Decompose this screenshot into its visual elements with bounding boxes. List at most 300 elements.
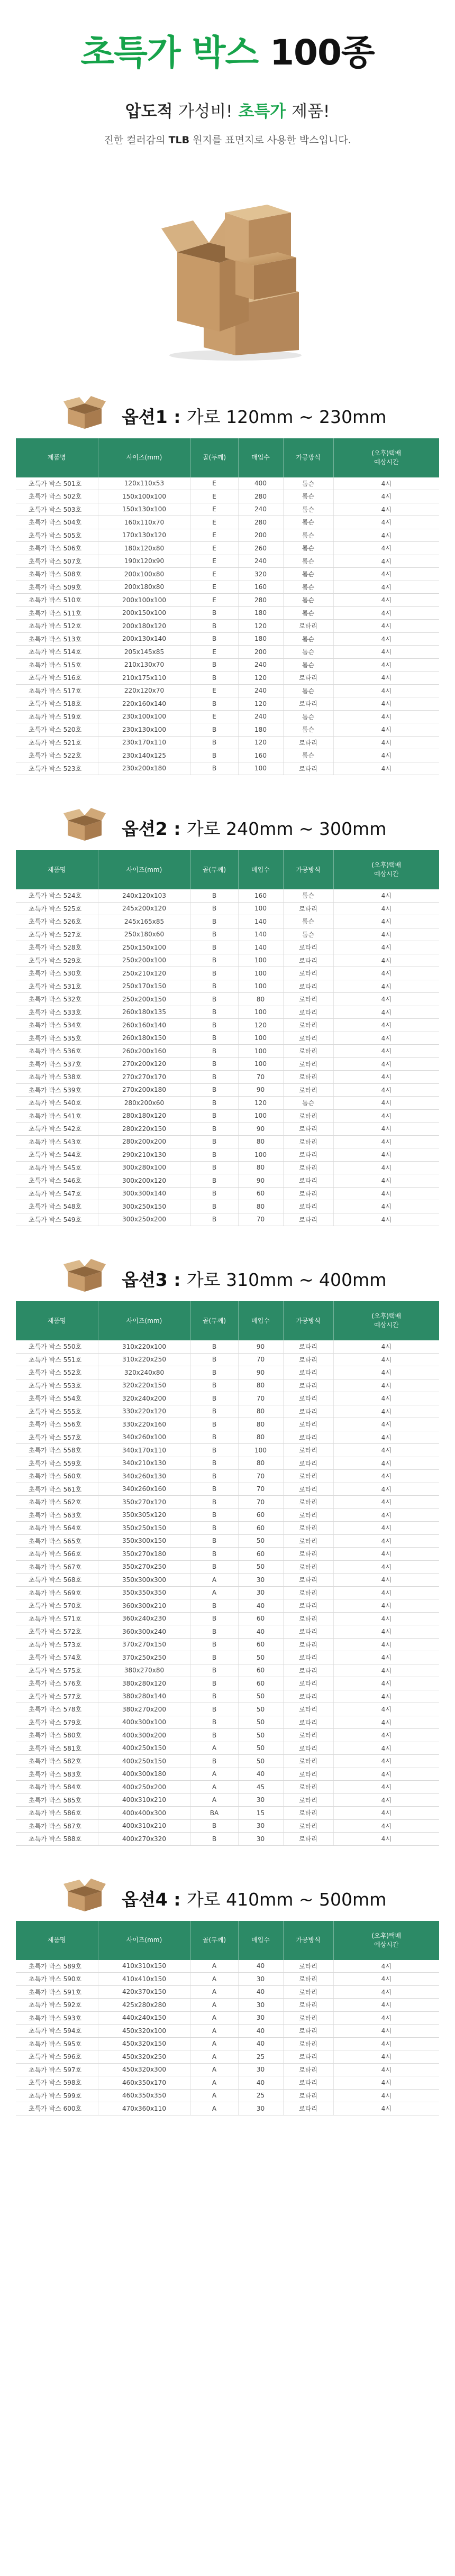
- cell-size: 205x145x85: [98, 646, 190, 659]
- cell-delivery-time: 4시: [333, 1483, 439, 1496]
- cell-process: 로타리: [283, 1833, 333, 1846]
- cell-flute: E: [190, 542, 238, 555]
- cell-flute: B: [190, 1833, 238, 1846]
- cell-size: 450x320x150: [98, 2037, 190, 2050]
- header-flute: 골(두께): [190, 438, 238, 477]
- cell-size: 400x310x210: [98, 1819, 190, 1833]
- cell-process: 로타리: [283, 1083, 333, 1097]
- table-row: [16, 1522, 439, 1535]
- cell-quantity: 100: [238, 1032, 283, 1045]
- table-row: [16, 1729, 439, 1742]
- cell-product-name: 초특가 박스 560호: [16, 1470, 98, 1483]
- cell-flute: B: [190, 941, 238, 954]
- cell-quantity: 30: [238, 2063, 283, 2076]
- table-row: [16, 1612, 439, 1625]
- cell-size: 400x250x150: [98, 1742, 190, 1755]
- table-row: [16, 1083, 439, 1097]
- cell-delivery-time: 4시: [333, 967, 439, 980]
- cell-product-name: 초특가 박스 555호: [16, 1405, 98, 1418]
- cell-flute: A: [190, 2011, 238, 2025]
- cell-size: 230x170x110: [98, 736, 190, 749]
- cell-flute: B: [190, 1148, 238, 1162]
- cell-product-name: 초특가 박스 529호: [16, 954, 98, 967]
- cell-flute: E: [190, 684, 238, 697]
- cell-quantity: 50: [238, 1716, 283, 1729]
- cell-flute: B: [190, 1057, 238, 1071]
- cell-quantity: 100: [238, 1045, 283, 1058]
- cell-flute: B: [190, 632, 238, 646]
- cell-process: 로타리: [283, 1560, 333, 1574]
- cell-product-name: 초특가 박스 512호: [16, 620, 98, 633]
- cell-quantity: 60: [238, 1612, 283, 1625]
- cell-delivery-time: 4시: [333, 1405, 439, 1418]
- cell-process: 로타리: [283, 1973, 333, 1986]
- cell-process: 톰슨: [283, 915, 333, 928]
- cell-size: 270x270x170: [98, 1071, 190, 1084]
- table-row: [16, 1768, 439, 1781]
- cell-quantity: 260: [238, 542, 283, 555]
- cell-process: 로타리: [283, 620, 333, 633]
- table-row: [16, 1664, 439, 1677]
- cell-quantity: 50: [238, 1742, 283, 1755]
- table-row: [16, 1366, 439, 1379]
- cell-flute: A: [190, 1574, 238, 1587]
- cell-delivery-time: 4시: [333, 1123, 439, 1136]
- cell-size: 360x240x230: [98, 1612, 190, 1625]
- cell-quantity: 40: [238, 1985, 283, 1999]
- cell-size: 245x165x85: [98, 915, 190, 928]
- table-row: [16, 2011, 439, 2025]
- table-header-row: [16, 850, 439, 889]
- cell-process: 로타리: [283, 1586, 333, 1599]
- cell-product-name: 초특가 박스 504호: [16, 516, 98, 529]
- table-row: [16, 697, 439, 711]
- cell-product-name: 초특가 박스 579호: [16, 1716, 98, 1729]
- table-row: [16, 2089, 439, 2102]
- cell-quantity: 100: [238, 954, 283, 967]
- cell-product-name: 초특가 박스 525호: [16, 902, 98, 915]
- cell-process: 로타리: [283, 671, 333, 685]
- table-row: [16, 2102, 439, 2115]
- table-row: [16, 954, 439, 967]
- cell-size: 370x270x150: [98, 1638, 190, 1651]
- cell-product-name: 초특가 박스 521호: [16, 736, 98, 749]
- cell-flute: B: [190, 697, 238, 711]
- cell-quantity: 80: [238, 1161, 283, 1174]
- cell-size: 300x250x150: [98, 1200, 190, 1213]
- cell-delivery-time: 4시: [333, 1819, 439, 1833]
- cell-flute: B: [190, 1625, 238, 1639]
- cell-delivery-time: 4시: [333, 568, 439, 581]
- cell-product-name: 초특가 박스 523호: [16, 762, 98, 775]
- cell-size: 380x280x140: [98, 1690, 190, 1703]
- cell-size: 350x270x250: [98, 1560, 190, 1574]
- cell-delivery-time: 4시: [333, 1187, 439, 1200]
- cell-process: 로타리: [283, 2025, 333, 2038]
- cell-delivery-time: 4시: [333, 1781, 439, 1794]
- intro-part1: 진한 컬러감의: [104, 134, 166, 146]
- cell-process: 로타리: [283, 993, 333, 1006]
- cell-quantity: 60: [238, 1508, 283, 1522]
- cell-quantity: 240: [238, 503, 283, 516]
- cell-size: 200x180x80: [98, 581, 190, 594]
- cell-flute: B: [190, 1353, 238, 1366]
- cell-size: 340x260x100: [98, 1431, 190, 1444]
- cell-product-name: 초특가 박스 597호: [16, 2063, 98, 2076]
- cell-flute: B: [190, 1755, 238, 1768]
- cell-product-name: 초특가 박스 587호: [16, 1819, 98, 1833]
- cell-size: 320x220x150: [98, 1379, 190, 1392]
- cell-product-name: 초특가 박스 574호: [16, 1651, 98, 1664]
- cell-process: 로타리: [283, 1340, 333, 1353]
- cell-product-name: 초특가 박스 600호: [16, 2102, 98, 2115]
- cell-process: 톰슨: [283, 684, 333, 697]
- cell-product-name: 초특가 박스 576호: [16, 1677, 98, 1690]
- cell-product-name: 초특가 박스 570호: [16, 1599, 98, 1613]
- cell-process: 로타리: [283, 736, 333, 749]
- cell-size: 245x200x120: [98, 902, 190, 915]
- table-row: [16, 1379, 439, 1392]
- boxes-illustration: [0, 173, 455, 363]
- cell-delivery-time: 4시: [333, 1496, 439, 1509]
- cell-process: 톰슨: [283, 581, 333, 594]
- cell-flute: A: [190, 2025, 238, 2038]
- cell-quantity: 40: [238, 1599, 283, 1613]
- header-flute: 골(두께): [190, 1301, 238, 1340]
- cell-quantity: 100: [238, 1109, 283, 1123]
- cell-delivery-time: 4시: [333, 477, 439, 490]
- cell-size: 120x110x53: [98, 477, 190, 490]
- table-row: [16, 1123, 439, 1136]
- page-title: [0, 34, 455, 72]
- cell-size: 400x300x200: [98, 1729, 190, 1742]
- table-row: [16, 1781, 439, 1794]
- cell-delivery-time: 4시: [333, 1985, 439, 1999]
- cell-size: 360x300x210: [98, 1599, 190, 1613]
- cell-quantity: 280: [238, 490, 283, 503]
- cell-process: 톰슨: [283, 516, 333, 529]
- cell-process: 톰슨: [283, 632, 333, 646]
- cell-flute: A: [190, 2063, 238, 2076]
- cell-process: 톰슨: [283, 710, 333, 723]
- table-row: [16, 555, 439, 568]
- cell-size: 150x130x100: [98, 503, 190, 516]
- cell-product-name: 초특가 박스 596호: [16, 2050, 98, 2064]
- cell-quantity: 40: [238, 2025, 283, 2038]
- cell-size: 240x120x103: [98, 889, 190, 902]
- cell-quantity: 100: [238, 967, 283, 980]
- cell-delivery-time: 4시: [333, 1470, 439, 1483]
- cell-quantity: 70: [238, 1392, 283, 1405]
- cell-product-name: 초특가 박스 594호: [16, 2025, 98, 2038]
- cell-product-name: 초특가 박스 514호: [16, 646, 98, 659]
- cell-flute: B: [190, 1032, 238, 1045]
- cell-size: 350x270x120: [98, 1496, 190, 1509]
- cell-process: 로타리: [283, 1677, 333, 1690]
- header-product-name: 제품명: [16, 1301, 98, 1340]
- section-range: 가로 120mm ~ 230mm: [186, 406, 387, 427]
- cell-delivery-time: 4시: [333, 1006, 439, 1019]
- cell-delivery-time: 4시: [333, 941, 439, 954]
- cell-process: 로타리: [283, 980, 333, 993]
- table-row: [16, 1431, 439, 1444]
- cell-size: 400x400x300: [98, 1807, 190, 1820]
- cell-size: 290x210x130: [98, 1148, 190, 1162]
- cell-product-name: 초특가 박스 531호: [16, 980, 98, 993]
- cell-process: 로타리: [283, 1019, 333, 1032]
- header-process: 가공방식: [283, 1301, 333, 1340]
- cell-size: 220x160x140: [98, 697, 190, 711]
- cell-size: 460x350x170: [98, 2076, 190, 2090]
- cell-size: 400x250x150: [98, 1755, 190, 1768]
- cell-flute: B: [190, 762, 238, 775]
- table-row: [16, 1097, 439, 1110]
- cell-flute: B: [190, 1677, 238, 1690]
- cell-quantity: 120: [238, 671, 283, 685]
- cell-quantity: 70: [238, 1213, 283, 1226]
- title-prefix: 초특가 박스: [80, 32, 259, 73]
- cell-size: 220x120x70: [98, 684, 190, 697]
- cell-quantity: 180: [238, 632, 283, 646]
- option-section-1: [0, 388, 455, 776]
- cell-flute: B: [190, 749, 238, 762]
- cell-delivery-time: 4시: [333, 1690, 439, 1703]
- cell-process: 로타리: [283, 1174, 333, 1188]
- cell-size: 190x120x90: [98, 555, 190, 568]
- cell-process: 톰슨: [283, 606, 333, 620]
- cell-delivery-time: 4시: [333, 1703, 439, 1716]
- cell-quantity: 30: [238, 1574, 283, 1587]
- cell-quantity: 240: [238, 555, 283, 568]
- cell-process: 로타리: [283, 954, 333, 967]
- cell-product-name: 초특가 박스 519호: [16, 710, 98, 723]
- cell-delivery-time: 4시: [333, 1548, 439, 1561]
- cell-size: 270x200x120: [98, 1057, 190, 1071]
- cell-flute: B: [190, 1006, 238, 1019]
- cell-size: 300x250x200: [98, 1213, 190, 1226]
- table-row: [16, 1135, 439, 1148]
- cell-size: 330x220x160: [98, 1418, 190, 1431]
- cell-quantity: 90: [238, 1083, 283, 1097]
- cell-delivery-time: 4시: [333, 1960, 439, 1973]
- cell-product-name: 초특가 박스 540호: [16, 1097, 98, 1110]
- cell-process: 로타리: [283, 1690, 333, 1703]
- cell-flute: B: [190, 1716, 238, 1729]
- cell-flute: B: [190, 1690, 238, 1703]
- cell-process: 톰슨: [283, 529, 333, 542]
- cell-flute: B: [190, 620, 238, 633]
- cell-delivery-time: 4시: [333, 980, 439, 993]
- cell-flute: B: [190, 1664, 238, 1677]
- table-row: [16, 684, 439, 697]
- cell-process: 로타리: [283, 1960, 333, 1973]
- cell-flute: A: [190, 2102, 238, 2115]
- cell-delivery-time: 4시: [333, 736, 439, 749]
- section-heading: [0, 388, 455, 438]
- section-range: 가로 310mm ~ 400mm: [186, 1269, 387, 1291]
- table-row: [16, 993, 439, 1006]
- cell-size: 380x270x200: [98, 1703, 190, 1716]
- cell-delivery-time: 4시: [333, 1083, 439, 1097]
- cell-process: 로타리: [283, 2050, 333, 2064]
- cell-process: 로타리: [283, 1664, 333, 1677]
- cell-process: 로타리: [283, 762, 333, 775]
- cell-product-name: 초특가 박스 536호: [16, 1045, 98, 1058]
- table-row: [16, 490, 439, 503]
- table-row: [16, 1638, 439, 1651]
- cell-product-name: 초특가 박스 546호: [16, 1174, 98, 1188]
- cell-flute: B: [190, 1405, 238, 1418]
- table-row: [16, 915, 439, 928]
- cell-product-name: 초특가 박스 572호: [16, 1625, 98, 1639]
- cell-quantity: 90: [238, 1340, 283, 1353]
- table-row: [16, 1470, 439, 1483]
- cell-quantity: 100: [238, 1006, 283, 1019]
- cell-size: 300x280x100: [98, 1161, 190, 1174]
- cell-delivery-time: 4시: [333, 1174, 439, 1188]
- tagline-part4: 제품!: [292, 102, 330, 121]
- cell-quantity: 60: [238, 1638, 283, 1651]
- cell-flute: E: [190, 710, 238, 723]
- cell-size: 440x240x150: [98, 2011, 190, 2025]
- tagline-part1: 압도적: [125, 102, 173, 121]
- cell-delivery-time: 4시: [333, 710, 439, 723]
- cell-flute: A: [190, 1742, 238, 1755]
- cell-size: 250x150x100: [98, 941, 190, 954]
- cell-quantity: 160: [238, 749, 283, 762]
- cell-product-name: 초특가 박스 530호: [16, 967, 98, 980]
- section-label: 옵션2 :: [122, 818, 181, 840]
- cell-delivery-time: 4시: [333, 2037, 439, 2050]
- cell-flute: B: [190, 1548, 238, 1561]
- cell-delivery-time: 4시: [333, 620, 439, 633]
- cell-delivery-time: 4시: [333, 1522, 439, 1535]
- spec-table: [16, 850, 439, 1226]
- cell-quantity: 80: [238, 1379, 283, 1392]
- cell-process: 로타리: [283, 1123, 333, 1136]
- table-row: [16, 632, 439, 646]
- cell-flute: B: [190, 1340, 238, 1353]
- table-row: [16, 1560, 439, 1574]
- cell-product-name: 초특가 박스 575호: [16, 1664, 98, 1677]
- cell-process: 로타리: [283, 1135, 333, 1148]
- cell-product-name: 초특가 박스 528호: [16, 941, 98, 954]
- cell-product-name: 초특가 박스 577호: [16, 1690, 98, 1703]
- box-icon: [63, 1258, 106, 1295]
- cell-delivery-time: 4시: [333, 1431, 439, 1444]
- header-flute: 골(두께): [190, 1921, 238, 1960]
- cell-product-name: 초특가 박스 517호: [16, 684, 98, 697]
- section-title: [122, 403, 386, 428]
- table-row: [16, 1006, 439, 1019]
- cell-delivery-time: 4시: [333, 1109, 439, 1123]
- cell-process: 로타리: [283, 1703, 333, 1716]
- cell-product-name: 초특가 박스 542호: [16, 1123, 98, 1136]
- cell-quantity: 40: [238, 1625, 283, 1639]
- table-row: [16, 1161, 439, 1174]
- cell-quantity: 140: [238, 941, 283, 954]
- cell-delivery-time: 4시: [333, 2050, 439, 2064]
- cell-process: 로타리: [283, 1508, 333, 1522]
- cell-size: 200x100x100: [98, 594, 190, 607]
- table-row: [16, 1057, 439, 1071]
- cell-flute: B: [190, 1431, 238, 1444]
- cell-product-name: 초특가 박스 571호: [16, 1612, 98, 1625]
- cell-delivery-time: 4시: [333, 1444, 439, 1457]
- cell-product-name: 초특가 박스 522호: [16, 749, 98, 762]
- cell-flute: B: [190, 1638, 238, 1651]
- cell-product-name: 초특가 박스 558호: [16, 1444, 98, 1457]
- cell-quantity: 160: [238, 581, 283, 594]
- cell-flute: E: [190, 568, 238, 581]
- table-row: [16, 749, 439, 762]
- table-row: [16, 529, 439, 542]
- cell-quantity: 80: [238, 1418, 283, 1431]
- cell-delivery-time: 4시: [333, 2063, 439, 2076]
- cell-size: 360x300x240: [98, 1625, 190, 1639]
- cell-delivery-time: 4시: [333, 671, 439, 685]
- cell-delivery-time: 4시: [333, 1716, 439, 1729]
- cell-process: 톰슨: [283, 490, 333, 503]
- cell-product-name: 초특가 박스 547호: [16, 1187, 98, 1200]
- section-title: [122, 1266, 386, 1291]
- table-row: [16, 568, 439, 581]
- header-size: 사이즈(mm): [98, 1301, 190, 1340]
- cell-size: 250x200x100: [98, 954, 190, 967]
- cell-quantity: 50: [238, 1703, 283, 1716]
- table-row: [16, 928, 439, 941]
- cell-process: 로타리: [283, 1638, 333, 1651]
- header-delivery-time: (오후)택배 예상시간: [333, 1921, 439, 1960]
- cell-product-name: 초특가 박스 524호: [16, 889, 98, 902]
- table-row: [16, 1483, 439, 1496]
- cell-delivery-time: 4시: [333, 1793, 439, 1807]
- cell-quantity: 80: [238, 1135, 283, 1148]
- cell-delivery-time: 4시: [333, 658, 439, 671]
- cell-quantity: 80: [238, 1431, 283, 1444]
- cell-product-name: 초특가 박스 505호: [16, 529, 98, 542]
- cell-size: 170x130x120: [98, 529, 190, 542]
- cell-flute: B: [190, 1612, 238, 1625]
- cell-flute: E: [190, 516, 238, 529]
- cell-delivery-time: 4시: [333, 1057, 439, 1071]
- table-row: [16, 1586, 439, 1599]
- cell-delivery-time: 4시: [333, 606, 439, 620]
- cell-size: 150x100x100: [98, 490, 190, 503]
- table-row: [16, 2050, 439, 2064]
- cell-flute: E: [190, 555, 238, 568]
- cell-quantity: 70: [238, 1071, 283, 1084]
- table-row: [16, 1019, 439, 1032]
- cell-delivery-time: 4시: [333, 1574, 439, 1587]
- cell-product-name: 초특가 박스 537호: [16, 1057, 98, 1071]
- header-process: 가공방식: [283, 1921, 333, 1960]
- cell-process: 로타리: [283, 2089, 333, 2102]
- cell-size: 410x310x150: [98, 1960, 190, 1973]
- cell-quantity: 100: [238, 1148, 283, 1162]
- cell-quantity: 30: [238, 1819, 283, 1833]
- cell-delivery-time: 4시: [333, 2011, 439, 2025]
- cell-flute: B: [190, 980, 238, 993]
- cell-size: 230x100x100: [98, 710, 190, 723]
- cell-delivery-time: 4시: [333, 1973, 439, 1986]
- table-row: [16, 2076, 439, 2090]
- table-row: [16, 1174, 439, 1188]
- cell-product-name: 초특가 박스 543호: [16, 1135, 98, 1148]
- table-row: [16, 503, 439, 516]
- cell-product-name: 초특가 박스 502호: [16, 490, 98, 503]
- cell-flute: B: [190, 1135, 238, 1148]
